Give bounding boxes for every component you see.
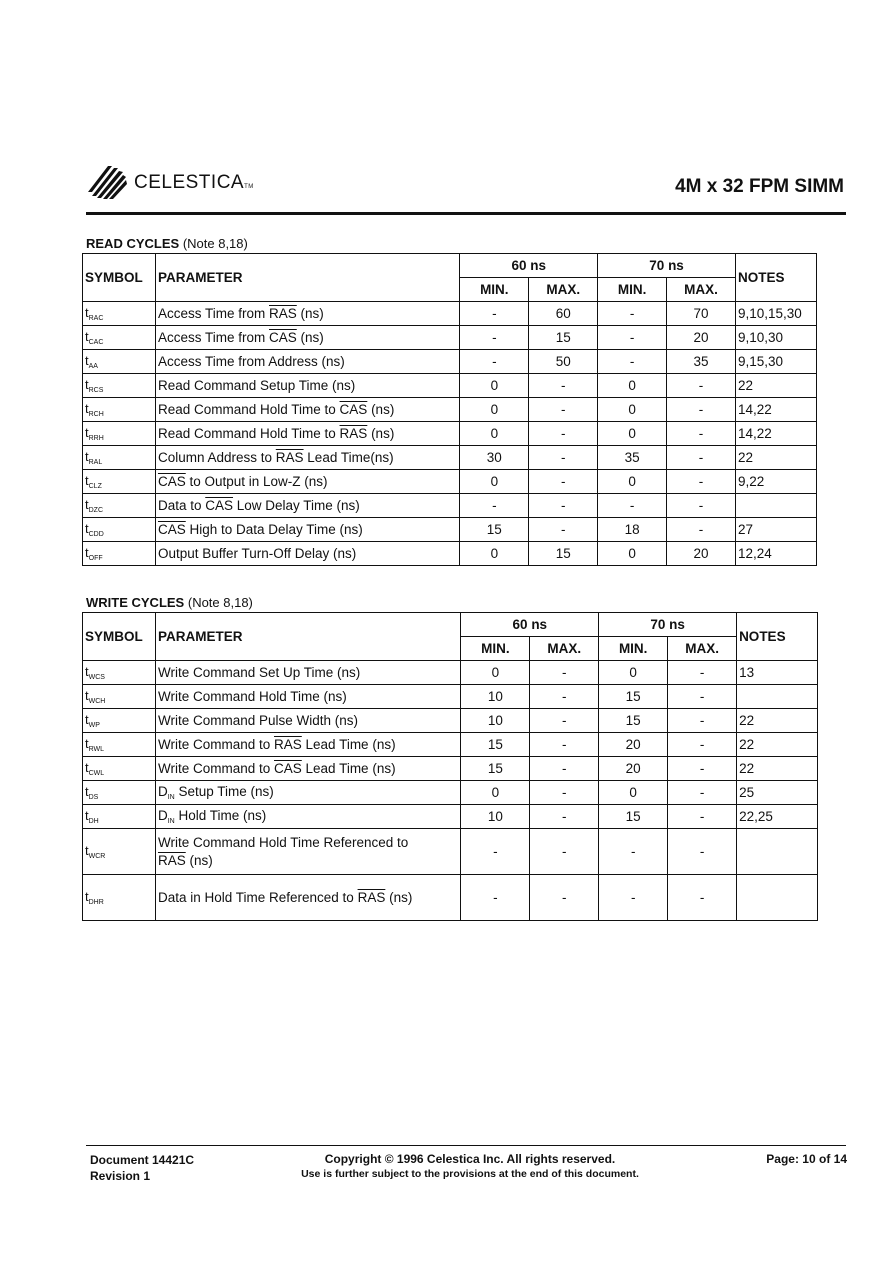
table-row bbox=[83, 733, 818, 757]
parameter-subscript: IN bbox=[167, 794, 175, 801]
footer-divider bbox=[86, 1145, 846, 1146]
parameter-text: Write Command Pulse Width (ns) bbox=[157, 713, 359, 728]
signal-name: $\overline{RAS}$ bbox=[339, 426, 368, 441]
symbol-header: SYMBOL bbox=[83, 254, 156, 302]
speed-60-header: 60 ns bbox=[461, 613, 599, 637]
min-60-cell: 0 bbox=[460, 398, 529, 422]
symbol-cell bbox=[83, 374, 156, 398]
notes-header: NOTES bbox=[735, 254, 816, 302]
symbol-base: t bbox=[85, 545, 89, 560]
parameter-text: Low Delay Time (ns) bbox=[233, 498, 360, 513]
max-60-cell: - bbox=[530, 733, 599, 757]
parameter-text: Output Buffer Turn-Off Delay (ns) bbox=[157, 546, 357, 561]
max-70-cell: - bbox=[667, 470, 736, 494]
min-70-cell: 20 bbox=[599, 733, 668, 757]
max-60-cell: 15 bbox=[529, 326, 598, 350]
parameter-subscript: IN bbox=[167, 818, 175, 825]
usage-notice: Use is further subject to the provisions at the end of this document. bbox=[301, 1168, 639, 1180]
footer-document-info bbox=[90, 1152, 194, 1184]
table-row bbox=[83, 542, 817, 566]
symbol-base: t bbox=[85, 329, 89, 344]
max-70-cell: - bbox=[668, 757, 737, 781]
table-row bbox=[83, 875, 818, 921]
symbol-subscript: RAC bbox=[88, 315, 104, 322]
notes-cell: 9,22 bbox=[735, 470, 816, 494]
symbol-base: t bbox=[85, 425, 89, 440]
symbol-cell bbox=[83, 542, 156, 566]
notes-cell: 9,15,30 bbox=[735, 350, 816, 374]
table-row bbox=[83, 518, 817, 542]
min-70-cell: 35 bbox=[598, 446, 667, 470]
max-70-cell: - bbox=[667, 422, 736, 446]
symbol-cell bbox=[83, 470, 156, 494]
min-70-cell: 18 bbox=[598, 518, 667, 542]
parameter-cell bbox=[155, 685, 460, 709]
parameter-cell bbox=[155, 350, 459, 374]
symbol-base: t bbox=[85, 784, 89, 799]
parameter-cell bbox=[155, 326, 459, 350]
symbol-cell bbox=[83, 661, 156, 685]
parameter-text: D bbox=[157, 808, 168, 823]
write-cycles-heading: WRITE CYCLES (Note 8,18) bbox=[86, 595, 253, 610]
parameter-text: Write Command Hold Time (ns) bbox=[157, 689, 347, 704]
max-60-cell: - bbox=[530, 805, 599, 829]
parameter-text: Access Time from Address (ns) bbox=[157, 354, 345, 369]
parameter-cell bbox=[155, 733, 460, 757]
max-70-cell: 20 bbox=[667, 542, 736, 566]
notes-cell: 25 bbox=[737, 781, 818, 805]
parameter-text: Access Time from bbox=[157, 330, 269, 345]
notes-cell: 22,25 bbox=[737, 805, 818, 829]
max-60-cell: - bbox=[530, 757, 599, 781]
parameter-text: to Output in Low-Z (ns) bbox=[185, 474, 328, 489]
table-row bbox=[83, 398, 817, 422]
read-cycles-heading: READ CYCLES (Note 8,18) bbox=[86, 236, 248, 251]
max-header: MAX. bbox=[668, 637, 737, 661]
symbol-cell bbox=[83, 326, 156, 350]
max-header: MAX. bbox=[530, 637, 599, 661]
symbol-cell bbox=[83, 709, 156, 733]
max-60-cell: - bbox=[529, 398, 598, 422]
notes-cell: 22 bbox=[737, 757, 818, 781]
parameter-header: PARAMETER bbox=[155, 613, 460, 661]
min-70-cell: - bbox=[598, 302, 667, 326]
min-70-cell: 0 bbox=[598, 422, 667, 446]
max-header: MAX. bbox=[529, 278, 598, 302]
symbol-base: t bbox=[85, 736, 89, 751]
symbol-subscript: WCR bbox=[88, 853, 106, 860]
parameter-text: (ns) bbox=[385, 889, 413, 905]
symbol-subscript: WP bbox=[88, 722, 100, 729]
table-row bbox=[83, 302, 817, 326]
notes-cell: 12,24 bbox=[735, 542, 816, 566]
table-row bbox=[83, 494, 817, 518]
max-60-cell: 60 bbox=[529, 302, 598, 326]
parameter-text: Hold Time (ns) bbox=[174, 808, 267, 823]
parameter-text: Lead Time(ns) bbox=[303, 450, 394, 465]
parameter-cell bbox=[155, 302, 459, 326]
min-70-cell: - bbox=[598, 494, 667, 518]
page-header bbox=[86, 158, 844, 214]
parameter-text: Data in Hold Time Referenced to bbox=[157, 889, 358, 905]
symbol-subscript: CAC bbox=[88, 339, 104, 346]
table-row bbox=[83, 805, 818, 829]
parameter-text: Write Command Set Up Time (ns) bbox=[157, 665, 361, 680]
symbol-base: t bbox=[85, 497, 89, 512]
parameter-cell bbox=[155, 875, 460, 921]
min-60-cell: - bbox=[460, 494, 529, 518]
symbol-cell bbox=[83, 781, 156, 805]
min-60-cell: - bbox=[460, 302, 529, 326]
table-row bbox=[83, 326, 817, 350]
notes-cell: 14,22 bbox=[735, 422, 816, 446]
symbol-cell bbox=[83, 757, 156, 781]
min-70-cell: 20 bbox=[599, 757, 668, 781]
notes-cell: 22 bbox=[737, 709, 818, 733]
max-70-cell: 20 bbox=[667, 326, 736, 350]
min-60-cell: 0 bbox=[461, 781, 530, 805]
symbol-base: t bbox=[85, 449, 89, 464]
max-70-cell: - bbox=[667, 398, 736, 422]
notes-cell: 14,22 bbox=[735, 398, 816, 422]
symbol-subscript: RWL bbox=[88, 746, 105, 753]
min-70-cell: 0 bbox=[599, 661, 668, 685]
parameter-cell bbox=[155, 781, 460, 805]
min-60-cell: 15 bbox=[460, 518, 529, 542]
document-title: 4M x 32 FPM SIMM bbox=[675, 176, 844, 197]
table-row bbox=[83, 757, 818, 781]
parameter-text: Lead Time (ns) bbox=[301, 761, 396, 776]
company-name: CELESTICATM bbox=[134, 172, 254, 193]
min-60-cell: 10 bbox=[461, 805, 530, 829]
signal-name: $\overline{RAS}$ bbox=[275, 450, 304, 465]
parameter-cell bbox=[155, 805, 460, 829]
table-row bbox=[83, 350, 817, 374]
max-70-cell: - bbox=[667, 446, 736, 470]
symbol-subscript: CWL bbox=[88, 770, 105, 777]
symbol-cell bbox=[83, 446, 156, 470]
symbol-cell bbox=[83, 685, 156, 709]
revision: Revision 1 bbox=[90, 1169, 151, 1183]
min-60-cell: 10 bbox=[461, 685, 530, 709]
header-divider bbox=[86, 212, 846, 215]
signal-name: $\overline{CAS}$ bbox=[205, 498, 234, 513]
notes-cell: 9,10,30 bbox=[735, 326, 816, 350]
symbol-base: t bbox=[85, 473, 89, 488]
parameter-text: Write Command to bbox=[157, 737, 275, 752]
max-70-cell: - bbox=[668, 709, 737, 733]
notes-cell: 13 bbox=[737, 661, 818, 685]
symbol-base: t bbox=[85, 664, 89, 679]
signal-name: $\overline{CAS}$ bbox=[274, 761, 302, 776]
notes-cell bbox=[735, 494, 816, 518]
max-60-cell: - bbox=[530, 781, 599, 805]
max-60-cell: - bbox=[530, 829, 599, 875]
min-70-cell: - bbox=[598, 326, 667, 350]
table-row bbox=[83, 470, 817, 494]
table-row bbox=[83, 374, 817, 398]
symbol-base: t bbox=[85, 353, 89, 368]
symbol-cell bbox=[83, 805, 156, 829]
symbol-cell bbox=[83, 350, 156, 374]
parameter-text: Lead Time (ns) bbox=[301, 737, 396, 752]
min-header: MIN. bbox=[598, 278, 667, 302]
table-row bbox=[83, 446, 817, 470]
parameter-cell bbox=[155, 757, 460, 781]
parameter-header: PARAMETER bbox=[155, 254, 459, 302]
parameter-cell bbox=[155, 470, 459, 494]
max-60-cell: - bbox=[529, 518, 598, 542]
symbol-subscript: CLZ bbox=[88, 483, 102, 490]
symbol-base: t bbox=[85, 377, 89, 392]
notes-cell bbox=[737, 685, 818, 709]
parameter-text: (ns) bbox=[367, 402, 395, 417]
max-70-cell: - bbox=[668, 685, 737, 709]
write-cycles-table bbox=[82, 612, 818, 921]
min-70-cell: 15 bbox=[599, 709, 668, 733]
symbol-subscript: DS bbox=[88, 794, 99, 801]
min-70-cell: 0 bbox=[598, 374, 667, 398]
parameter-text: Read Command Hold Time to bbox=[157, 426, 340, 441]
table-row bbox=[83, 685, 818, 709]
min-70-cell: 0 bbox=[599, 781, 668, 805]
signal-name: $\overline{CAS}$ bbox=[339, 402, 368, 417]
parameter-cell bbox=[155, 661, 460, 685]
parameter-text: Column Address to bbox=[157, 450, 276, 465]
min-60-cell: 15 bbox=[461, 733, 530, 757]
max-60-cell: - bbox=[530, 875, 599, 921]
symbol-base: t bbox=[85, 808, 89, 823]
notes-cell bbox=[737, 829, 818, 875]
notes-cell bbox=[737, 875, 818, 921]
notes-cell: 9,10,15,30 bbox=[735, 302, 816, 326]
max-header: MAX. bbox=[667, 278, 736, 302]
parameter-text: Access Time from bbox=[157, 306, 269, 321]
min-70-cell: 0 bbox=[598, 398, 667, 422]
max-60-cell: - bbox=[529, 470, 598, 494]
symbol-base: t bbox=[85, 401, 89, 416]
symbol-base: t bbox=[85, 712, 89, 727]
parameter-cell bbox=[155, 829, 460, 875]
parameter-text: (ns) bbox=[296, 330, 324, 345]
symbol-cell bbox=[83, 302, 156, 326]
symbol-subscript: RAL bbox=[88, 459, 103, 466]
parameter-cell bbox=[155, 709, 460, 733]
max-60-cell: 50 bbox=[529, 350, 598, 374]
max-60-cell: 15 bbox=[529, 542, 598, 566]
symbol-base: t bbox=[85, 843, 89, 858]
parameter-cell bbox=[155, 422, 459, 446]
symbol-subscript: RCH bbox=[88, 411, 104, 418]
table-row bbox=[83, 829, 818, 875]
max-70-cell: - bbox=[667, 518, 736, 542]
max-70-cell: - bbox=[667, 374, 736, 398]
page-number: Page: 10 of 14 bbox=[766, 1152, 847, 1166]
parameter-text: Write Command Hold Time Referenced to bbox=[157, 834, 409, 850]
symbol-subscript: CDD bbox=[88, 531, 104, 538]
speed-60-header: 60 ns bbox=[460, 254, 598, 278]
parameter-text: High to Data Delay Time (ns) bbox=[185, 522, 363, 537]
parameter-text: D bbox=[157, 784, 168, 799]
min-60-cell: 0 bbox=[460, 422, 529, 446]
signal-name: $\overline{RAS}$ bbox=[157, 852, 186, 868]
parameter-cell bbox=[155, 518, 459, 542]
table-row bbox=[83, 709, 818, 733]
copyright-notice: Copyright © 1996 Celestica Inc. All rights reserved. bbox=[324, 1152, 616, 1166]
parameter-text: Setup Time (ns) bbox=[174, 784, 274, 799]
parameter-text: Read Command Hold Time to bbox=[157, 402, 340, 417]
symbol-subscript: AA bbox=[88, 363, 98, 370]
max-70-cell: - bbox=[668, 781, 737, 805]
min-header: MIN. bbox=[599, 637, 668, 661]
parameter-cell bbox=[155, 398, 459, 422]
symbol-cell bbox=[83, 518, 156, 542]
symbol-base: t bbox=[85, 688, 89, 703]
table-row bbox=[83, 781, 818, 805]
symbol-subscript: WCS bbox=[88, 674, 105, 681]
symbol-subscript: DHR bbox=[88, 899, 104, 906]
min-60-cell: - bbox=[461, 829, 530, 875]
max-60-cell: - bbox=[530, 709, 599, 733]
symbol-cell bbox=[83, 875, 156, 921]
symbol-base: t bbox=[85, 760, 89, 775]
symbol-base: t bbox=[85, 305, 89, 320]
parameter-text: (ns) bbox=[185, 852, 213, 868]
min-70-cell: 15 bbox=[599, 685, 668, 709]
max-60-cell: - bbox=[530, 685, 599, 709]
signal-name: $\overline{CAS}$ bbox=[157, 522, 186, 537]
min-60-cell: - bbox=[460, 350, 529, 374]
max-70-cell: - bbox=[668, 733, 737, 757]
symbol-subscript: OFF bbox=[88, 555, 103, 562]
table-row bbox=[83, 661, 818, 685]
min-70-cell: - bbox=[599, 875, 668, 921]
min-70-cell: 0 bbox=[598, 542, 667, 566]
parameter-text: Write Command to bbox=[157, 761, 275, 776]
notes-cell: 27 bbox=[735, 518, 816, 542]
max-70-cell: - bbox=[668, 805, 737, 829]
min-60-cell: - bbox=[461, 875, 530, 921]
min-header: MIN. bbox=[460, 278, 529, 302]
symbol-cell bbox=[83, 733, 156, 757]
max-60-cell: - bbox=[529, 494, 598, 518]
parameter-text: (ns) bbox=[296, 306, 324, 321]
max-60-cell: - bbox=[529, 446, 598, 470]
symbol-subscript: RCS bbox=[88, 387, 104, 394]
notes-cell: 22 bbox=[737, 733, 818, 757]
max-70-cell: - bbox=[667, 494, 736, 518]
min-60-cell: - bbox=[460, 326, 529, 350]
speed-70-header: 70 ns bbox=[598, 254, 736, 278]
parameter-cell bbox=[155, 542, 459, 566]
signal-name: $\overline{RAS}$ bbox=[357, 889, 386, 905]
notes-cell: 22 bbox=[735, 374, 816, 398]
min-70-cell: 0 bbox=[598, 470, 667, 494]
signal-name: $\overline{CAS}$ bbox=[269, 330, 297, 345]
document-number: Document 14421C bbox=[90, 1153, 195, 1167]
min-60-cell: 15 bbox=[461, 757, 530, 781]
notes-cell: 22 bbox=[735, 446, 816, 470]
symbol-subscript: DH bbox=[88, 818, 99, 825]
min-70-cell: - bbox=[598, 350, 667, 374]
parameter-text: Data to bbox=[157, 498, 206, 513]
parameter-cell bbox=[155, 494, 459, 518]
max-70-cell: 35 bbox=[667, 350, 736, 374]
symbol-subscript: DZC bbox=[88, 507, 104, 514]
max-70-cell: - bbox=[668, 661, 737, 685]
symbol-cell bbox=[83, 494, 156, 518]
min-60-cell: 0 bbox=[460, 374, 529, 398]
parameter-text: (ns) bbox=[367, 426, 395, 441]
speed-70-header: 70 ns bbox=[599, 613, 737, 637]
symbol-cell bbox=[83, 398, 156, 422]
symbol-header: SYMBOL bbox=[83, 613, 156, 661]
table-row bbox=[83, 422, 817, 446]
symbol-subscript: RRH bbox=[88, 435, 104, 442]
min-header: MIN. bbox=[461, 637, 530, 661]
celestica-logo-icon bbox=[86, 162, 128, 200]
symbol-cell bbox=[83, 422, 156, 446]
min-70-cell: 15 bbox=[599, 805, 668, 829]
min-70-cell: - bbox=[599, 829, 668, 875]
symbol-base: t bbox=[85, 521, 89, 536]
signal-name: $\overline{CAS}$ bbox=[157, 474, 186, 489]
signal-name: $\overline{RAS}$ bbox=[274, 737, 302, 752]
symbol-base: t bbox=[85, 889, 89, 904]
parameter-cell bbox=[155, 446, 459, 470]
min-60-cell: 0 bbox=[460, 470, 529, 494]
signal-name: $\overline{RAS}$ bbox=[269, 306, 297, 321]
max-60-cell: - bbox=[529, 422, 598, 446]
min-60-cell: 30 bbox=[460, 446, 529, 470]
symbol-subscript: WCH bbox=[88, 698, 106, 705]
symbol-cell bbox=[83, 829, 156, 875]
min-60-cell: 10 bbox=[461, 709, 530, 733]
read-cycles-table bbox=[82, 253, 817, 566]
max-70-cell: 70 bbox=[667, 302, 736, 326]
notes-header: NOTES bbox=[737, 613, 818, 661]
max-60-cell: - bbox=[529, 374, 598, 398]
max-70-cell: - bbox=[668, 829, 737, 875]
parameter-text: Read Command Setup Time (ns) bbox=[157, 378, 356, 393]
trademark-mark: TM bbox=[244, 184, 254, 190]
max-70-cell: - bbox=[668, 875, 737, 921]
min-60-cell: 0 bbox=[460, 542, 529, 566]
parameter-cell bbox=[155, 374, 459, 398]
max-60-cell: - bbox=[530, 661, 599, 685]
min-60-cell: 0 bbox=[461, 661, 530, 685]
